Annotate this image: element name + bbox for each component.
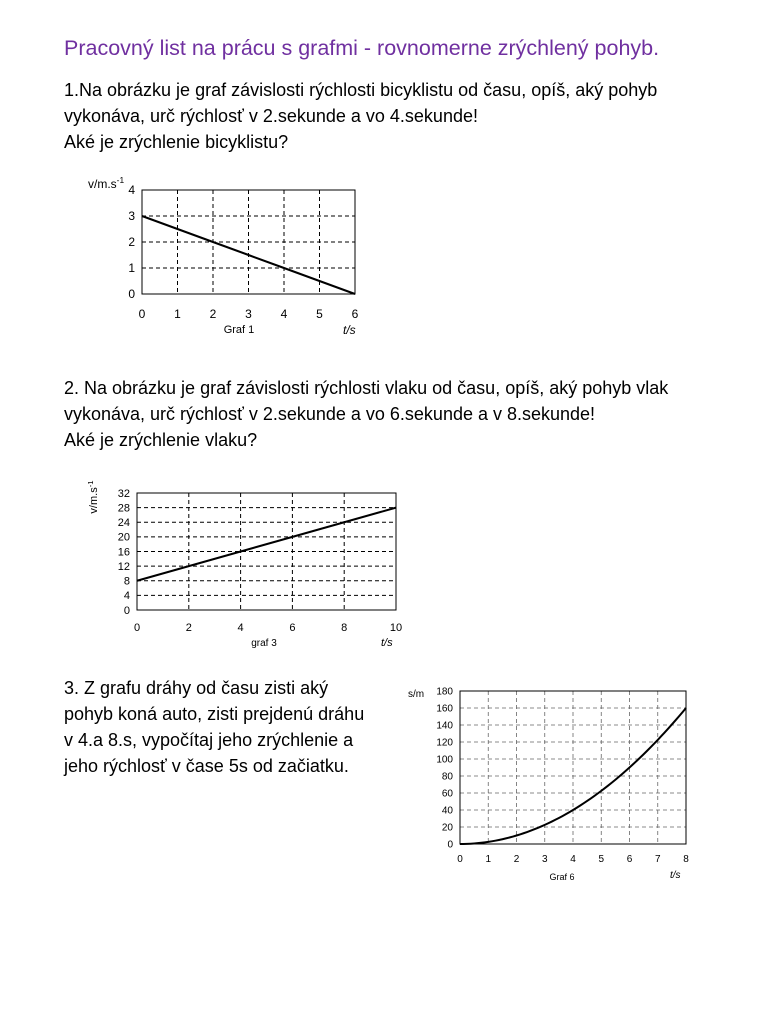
y-tick-label: 0 <box>128 287 135 302</box>
x-tick-label: 10 <box>389 622 403 634</box>
x-tick-label: 8 <box>683 854 689 865</box>
y-tick-label: 100 <box>436 754 453 766</box>
x-tick-label: 2 <box>513 854 520 865</box>
task-1-text <box>64 77 657 155</box>
task-3-line: pohyb koná auto, zisti prejdenú dráhu <box>64 704 365 724</box>
y-axis-label: $v/m.s^{-1}$ <box>88 175 125 191</box>
x-tick-label: 6 <box>289 622 296 634</box>
x-tick-label: 0 <box>457 854 463 865</box>
task-2-line: 2. Na obrázku je graf závislosti rýchlosti vlaku od času, opíš, aký pohyb vlak <box>64 378 669 398</box>
y-tick-label: 2 <box>128 235 135 250</box>
y-tick-label: 8 <box>123 575 130 588</box>
x-tick-label: 5 <box>598 854 605 865</box>
x-tick-label: 0 <box>133 622 141 634</box>
chart-graf-1 <box>80 170 380 345</box>
y-tick-label: 3 <box>128 209 135 224</box>
x-tick-label: 4 <box>280 307 288 321</box>
chart-graf-3 <box>80 475 420 655</box>
x-tick-label: 3 <box>245 307 252 321</box>
y-tick-label: 20 <box>117 531 130 544</box>
x-tick-label: 1 <box>174 307 181 321</box>
x-axis-label: t/s <box>670 870 681 881</box>
task-2-line: vykonáva, urč rýchlosť v 2.sekunde a vo 6.sekunde a v 8.sekunde! <box>64 404 596 424</box>
y-tick-label: 0 <box>123 604 130 617</box>
y-tick-label: 1 <box>128 261 135 276</box>
x-axis-label: t/s <box>343 323 356 337</box>
y-tick-label: 4 <box>123 590 130 603</box>
x-tick-label: 2 <box>185 622 192 634</box>
y-tick-label: 180 <box>436 686 453 698</box>
y-tick-label: 160 <box>436 703 453 715</box>
y-tick-label: 28 <box>117 502 130 515</box>
y-tick-label: 16 <box>117 546 130 559</box>
x-tick-label: 8 <box>341 622 348 634</box>
y-axis-label-exponent: -1 <box>85 480 95 488</box>
y-tick-label: 24 <box>117 517 130 530</box>
x-tick-label: 5 <box>316 307 323 321</box>
y-tick-label: 20 <box>441 822 453 834</box>
y-tick-label: 120 <box>436 737 453 749</box>
task-3-text <box>64 675 364 779</box>
y-axis-label-exponent: -1 <box>116 175 125 185</box>
x-tick-label: 1 <box>485 854 492 865</box>
y-axis-label: s/m <box>408 689 425 700</box>
x-tick-label: 3 <box>541 854 548 865</box>
task-1-line: Aké je zrýchlenie bicyklistu? <box>64 132 289 152</box>
x-tick-label: 6 <box>351 307 359 321</box>
y-tick-label: 32 <box>117 487 130 500</box>
chart-caption: Graf 1 <box>223 324 255 336</box>
task-2-text <box>64 375 668 453</box>
y-tick-label: 80 <box>441 771 453 783</box>
chart-caption: graf 3 <box>251 638 277 649</box>
y-axis-label: $v/m.s^{-1}$ <box>85 480 100 514</box>
x-tick-label: 6 <box>626 854 633 865</box>
data-series-line <box>137 508 396 581</box>
y-tick-label: 4 <box>128 183 135 198</box>
x-axis-label: t/s <box>381 637 393 649</box>
chart-graf-6 <box>400 680 710 885</box>
x-tick-label: 7 <box>654 854 661 865</box>
chart-caption: Graf 6 <box>549 872 575 882</box>
task-3-line: 3. Z grafu dráhy od času zisti aký <box>64 678 329 698</box>
y-tick-label: 60 <box>441 788 453 800</box>
x-tick-label: 4 <box>237 622 244 634</box>
task-3-line: v 4.a 8.s, vypočítaj jeho zrýchlenie a <box>64 730 354 750</box>
task-1-line: 1.Na obrázku je graf závislosti rýchlosti bicyklistu od času, opíš, aký pohyb <box>64 80 658 100</box>
y-tick-label: 12 <box>117 560 130 573</box>
task-3-line: jeho rýchlosť v čase 5s od začiatku. <box>64 756 349 776</box>
y-tick-label: 0 <box>447 839 453 851</box>
task-2-line: Aké je zrýchlenie vlaku? <box>64 430 258 450</box>
page-title: Pracovný list na prácu s grafmi - rovnomerne zrýchlený pohyb. <box>64 36 660 60</box>
y-tick-label: 140 <box>436 720 453 732</box>
task-1-line: vykonáva, urč rýchlosť v 2.sekunde a vo 4.sekunde! <box>64 106 478 126</box>
x-tick-label: 2 <box>209 307 217 321</box>
x-tick-label: 0 <box>138 307 146 321</box>
y-tick-label: 40 <box>441 805 453 817</box>
x-tick-label: 4 <box>570 854 576 865</box>
